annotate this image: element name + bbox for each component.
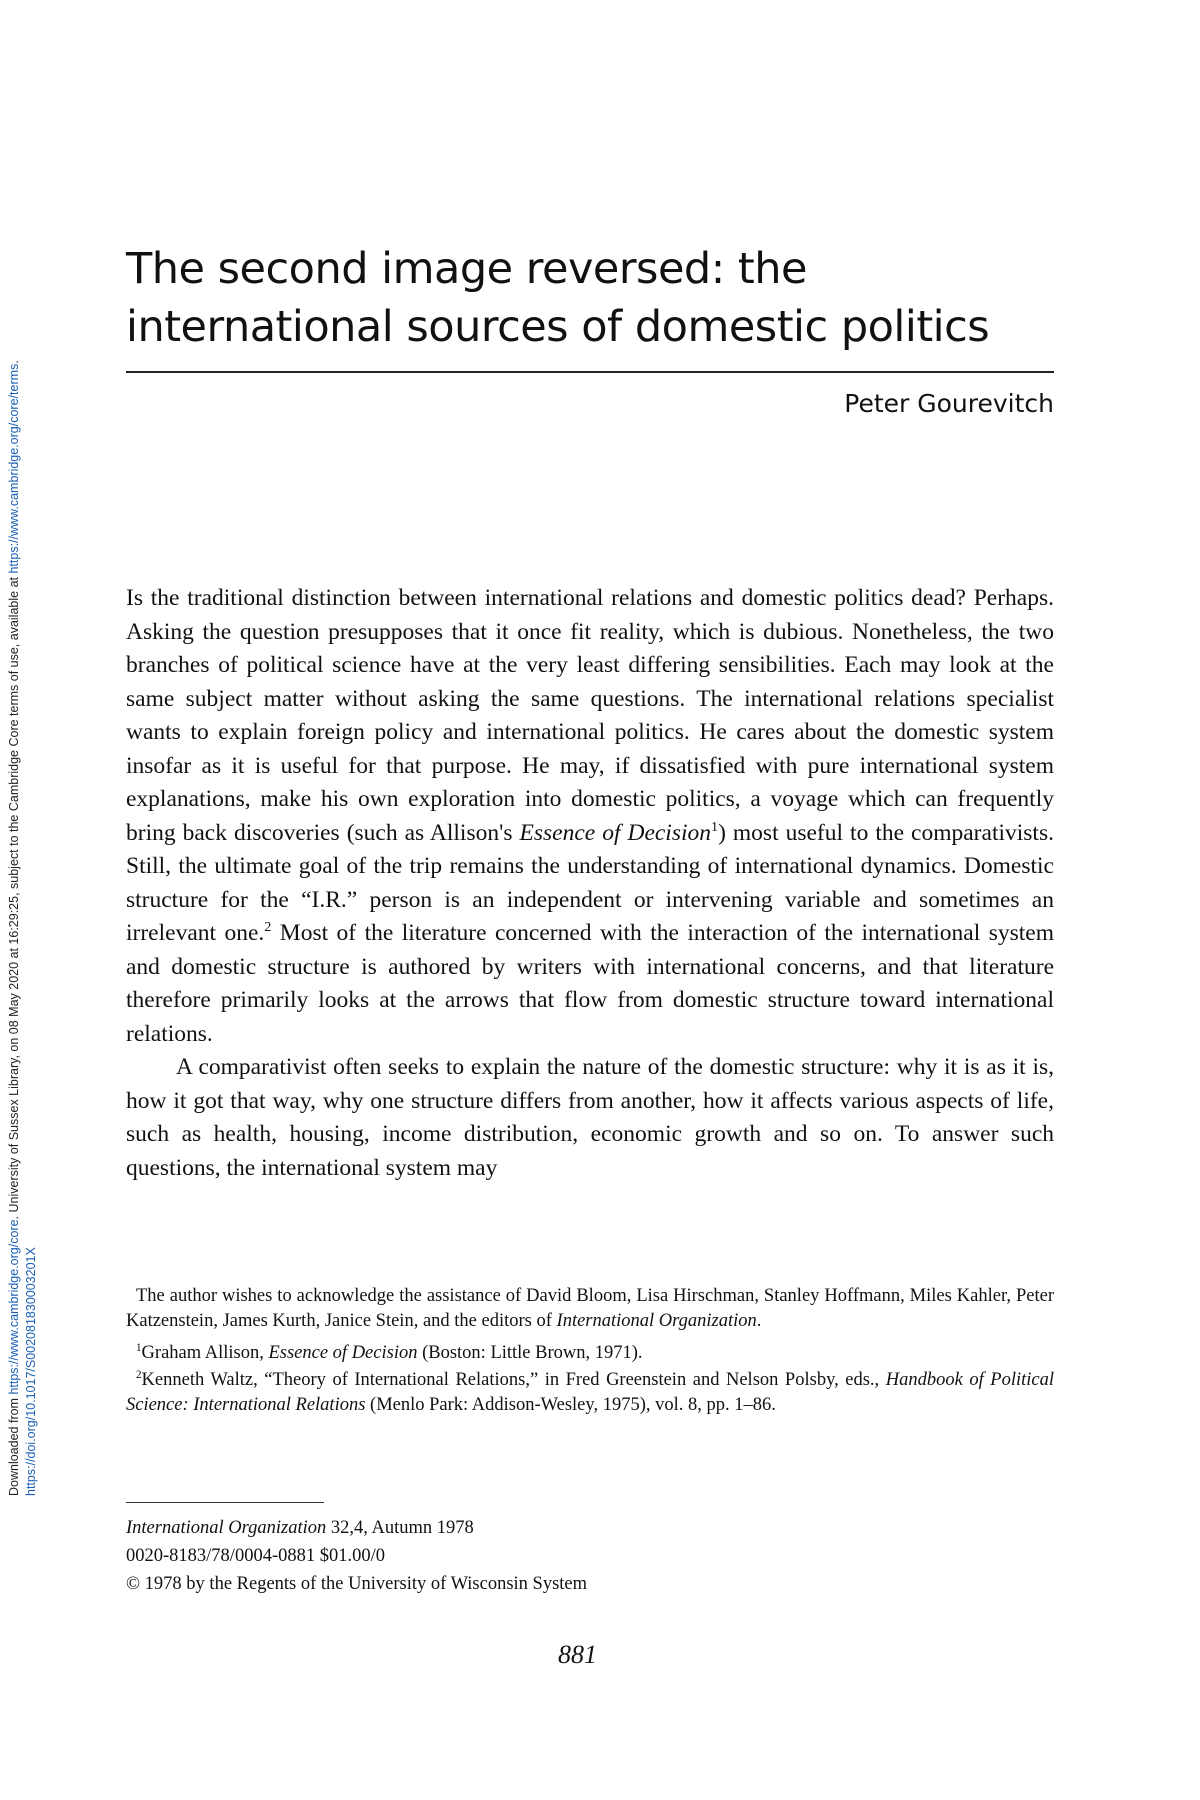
- doi-link[interactable]: https://doi.org/10.1017/S002081830003201X: [24, 1247, 38, 1496]
- footnote-1-part-b: (Boston: Little Brown, 1971).: [417, 1343, 643, 1363]
- title-line-1: The second image reversed: the: [126, 244, 807, 294]
- footnote-1-part-a: Graham Allison,: [141, 1343, 269, 1363]
- cambridge-core-link[interactable]: https://www.cambridge.org/core: [7, 1219, 21, 1395]
- journal-name: International Organization: [126, 1518, 327, 1538]
- copyright-notice: © 1978 by the Regents of the University of Wisconsin System: [126, 1574, 588, 1594]
- footnote-ref-1[interactable]: 1: [711, 818, 719, 835]
- download-notice-middle: . University of Sussex Library, on 08 May 2020 at 16:29:25, subject to the Cambridge Core terms of use, available at: [7, 573, 21, 1220]
- footnote-2-number: 2: [136, 1368, 142, 1381]
- footnote-2: [126, 1368, 1054, 1418]
- download-notice-line-2: [23, 136, 40, 1496]
- acknowledgement-note: [126, 1284, 1054, 1334]
- article-code: 0020-8183/78/0004-0881 $01.00/0: [126, 1546, 385, 1566]
- paragraph-1-part-c: Most of the literature concerned with the interaction of the international system and domestic structure is authored by writers with international concerns, and that literature therefore primarily looks at the arrows that flow from domestic structure toward international relations.: [126, 920, 1054, 1047]
- paragraph-2: A comparativist often seeks to explain the nature of the domestic structure: why it is as it is, how it got that way, why one structure differs from another, how it affects various aspects of life, such as health, housing, income distribution, economic growth and so on. To answer such questions, the international system may: [126, 1054, 1054, 1181]
- article-title: [126, 240, 1066, 356]
- footnote-2-book-title: Handbook of Political Science: International Relations: [126, 1370, 1054, 1415]
- page-number: 881: [558, 1640, 597, 1669]
- title-rule: [126, 371, 1054, 373]
- bibliographic-rule: [126, 1502, 324, 1503]
- title-line-2: international sources of domestic politics: [126, 302, 990, 352]
- bibliographic-info: [126, 1514, 826, 1598]
- paragraph-1-part-a: Is the traditional distinction between international relations and domestic politics dead? Perhaps. Asking the question presupposes that it once fit reality, which is dubious. Nonetheless, the two branches of political science have at the very least differing sensibilities. Each may look at the same subject matter without asking the same questions. The international relations specialist wants to explain foreign policy and international politics. He cares about the domestic system insofar as it is useful for that purpose. He may, if dissatisfied with pure international system explanations, make his own exploration into domestic politics, a voyage which can frequently bring back discoveries (such as Allison's: [126, 585, 1054, 846]
- article-body: [126, 582, 1054, 1185]
- journal-name-ack: International Organization: [556, 1311, 757, 1331]
- footnote-2-part-a: Kenneth Waltz, “Theory of International Relations,” in Fred Greenstein and Nelson Polsby, eds.,: [141, 1370, 886, 1390]
- paragraph-1-part-b: ) most useful to the comparativists. Still, the ultimate goal of the trip remains the understanding of international dynamics. Domestic structure for the “I.R.” person is an independent or intervening variable and sometimes an irrelevant one.: [126, 819, 1054, 946]
- terms-link[interactable]: https://www.cambridge.org/core/terms: [7, 363, 21, 574]
- download-notice-line-1: [6, 136, 23, 1496]
- download-notice-prefix: Downloaded from: [7, 1394, 21, 1496]
- footnote-ref-2[interactable]: 2: [264, 919, 272, 936]
- download-notice-end: .: [7, 360, 21, 364]
- journal-citation: [126, 1514, 826, 1542]
- journal-issue: 32,4, Autumn 1978: [326, 1518, 474, 1538]
- footnotes: [126, 1284, 1054, 1425]
- footnote-1-number: 1: [136, 1341, 142, 1354]
- footnote-1-book-title: Essence of Decision: [268, 1343, 418, 1363]
- download-notice: [6, 136, 40, 1496]
- acknowledgement-part-a: The author wishes to acknowledge the assistance of David Bloom, Lisa Hirschman, Stanley Hoffmann, Miles Kahler, Peter Katzenstein, James Kurth, Janice Stein, and the editors of: [126, 1286, 1054, 1331]
- footnote-2-part-b: (Menlo Park: Addison-Wesley, 1975), vol. 8, pp. 1–86.: [365, 1395, 776, 1415]
- author-name: Peter Gourevitch: [844, 389, 1054, 418]
- essence-of-decision-title: Essence of Decision: [519, 819, 712, 846]
- paragraph-1: [126, 582, 1054, 1051]
- footnote-1: [126, 1341, 1054, 1366]
- acknowledgement-part-b: .: [756, 1311, 762, 1331]
